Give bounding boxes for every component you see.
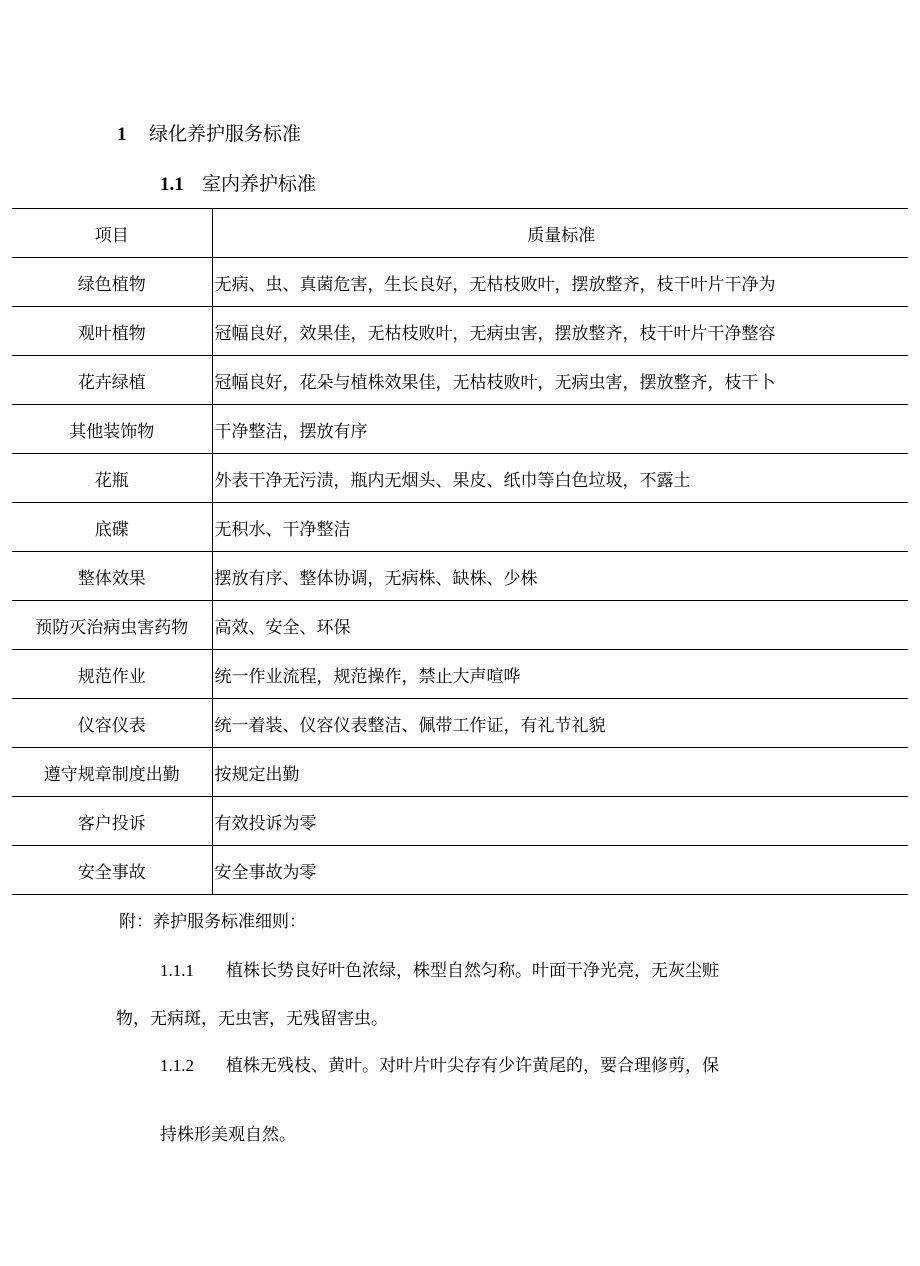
subsection-number: 1.1	[160, 174, 184, 195]
row-standard: 冠幅良好，效果佳，无枯枝败叶，无病虫害，摆放整齐，枝干叶片干净整容	[212, 307, 908, 356]
table-row	[12, 748, 908, 797]
row-item: 仪容仪表	[12, 699, 212, 748]
row-item: 客户投诉	[12, 797, 212, 846]
row-item: 绿色植物	[12, 258, 212, 307]
row-standard: 外表干净无污渍，瓶内无烟头、果皮、纸巾等白色垃圾，不露土	[212, 454, 908, 503]
row-standard: 无积水、干净整洁	[212, 503, 908, 552]
appendix-item-text: 植株长势良好叶色浓绿，株型自然匀称。叶面干净光亮，无灰尘赃	[226, 961, 719, 981]
row-item: 整体效果	[12, 552, 212, 601]
table-row	[12, 454, 908, 503]
row-standard: 冠幅良好，花朵与植株效果佳，无枯枝败叶，无病虫害，摆放整齐，枝干卜	[212, 356, 908, 405]
row-item: 花卉绿植	[12, 356, 212, 405]
appendix-item-line	[160, 958, 719, 984]
table-row	[12, 552, 908, 601]
table-row	[12, 503, 908, 552]
row-standard: 统一着装、仪容仪表整洁、佩带工作证，有礼节礼貌	[212, 699, 908, 748]
row-item: 规范作业	[12, 650, 212, 699]
section-number: 1	[117, 124, 127, 145]
row-standard: 摆放有序、整体协调，无病株、缺株、少株	[212, 552, 908, 601]
section-title: 绿化养护服务标准	[149, 123, 302, 145]
table-row	[12, 797, 908, 846]
row-standard: 无病、虫、真菌危害，生长良好，无枯枝败叶，摆放整齐，枝干叶片干净为	[212, 258, 908, 307]
table-row	[12, 405, 908, 454]
row-standard: 统一作业流程，规范操作，禁止大声喧哗	[212, 650, 908, 699]
row-standard: 安全事故为零	[212, 846, 908, 895]
appendix-item-continuation: 持株形美观自然。	[160, 1125, 296, 1145]
table-row	[12, 846, 908, 895]
row-item: 观叶植物	[12, 307, 212, 356]
row-standard: 高效、安全、环保	[212, 601, 908, 650]
table-header-row	[12, 209, 908, 258]
appendix-item-number: 1.1.1	[160, 961, 194, 980]
table-row	[12, 650, 908, 699]
standards-table	[12, 208, 908, 895]
row-item: 其他装饰物	[12, 405, 212, 454]
section-heading-1	[117, 120, 301, 149]
row-standard: 按规定出勤	[212, 748, 908, 797]
row-item: 花瓶	[12, 454, 212, 503]
row-item: 安全事故	[12, 846, 212, 895]
row-standard: 有效投诉为零	[212, 797, 908, 846]
table-row	[12, 258, 908, 307]
appendix-item-continuation: 物，无病斑，无虫害，无残留害虫。	[116, 1009, 388, 1029]
appendix-item-text: 植株无残枝、黄叶。对叶片叶尖存有少许黄尾的，要合理修剪，保	[226, 1056, 719, 1076]
row-item: 预防灭治病虫害药物	[12, 601, 212, 650]
subsection-title: 室内养护标准	[202, 173, 317, 195]
header-standard: 质量标准	[212, 209, 908, 258]
subsection-heading	[160, 170, 316, 199]
row-item: 底碟	[12, 503, 212, 552]
header-item: 项目	[12, 209, 212, 258]
table-row	[12, 699, 908, 748]
table-row	[12, 356, 908, 405]
table-row	[12, 601, 908, 650]
appendix-item-line	[160, 1053, 719, 1079]
appendix-title: 附：养护服务标准细则：	[119, 912, 306, 932]
row-standard: 干净整洁，摆放有序	[212, 405, 908, 454]
appendix-item-number: 1.1.2	[160, 1056, 194, 1075]
row-item: 遵守规章制度出勤	[12, 748, 212, 797]
table-row	[12, 307, 908, 356]
